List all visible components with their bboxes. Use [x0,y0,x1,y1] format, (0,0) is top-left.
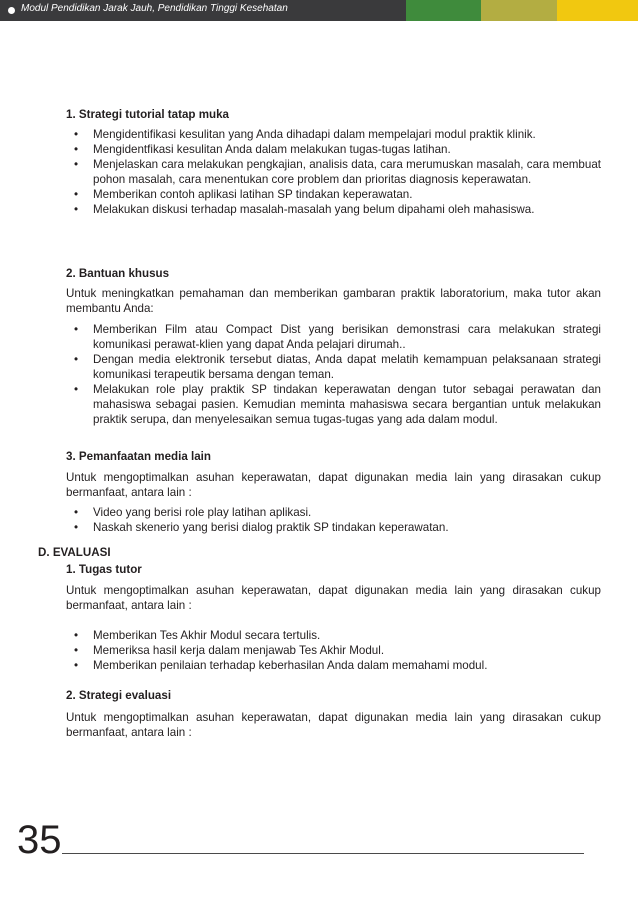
section-d-heading: D. EVALUASI [38,546,111,559]
bullet-icon: • [74,521,79,534]
bullet-icon: • [74,203,79,216]
page-number: 35 [17,818,62,862]
bullet-icon: • [74,158,79,171]
section-3-heading: 3. Pemanfaatan media lain [66,450,211,463]
section-1-list [66,127,601,217]
strategi-evaluasi-heading: 2. Strategi evaluasi [66,689,172,702]
header-yellow-band [557,0,638,21]
list-item: • Naskah skenerio yang berisi dialog praktik SP tindakan keperawatan. [74,521,449,534]
header-olive-band [481,0,557,21]
header-title: Modul Pendidikan Jarak Jauh, Pendidikan Tinggi Kesehatan [21,3,288,14]
list-item: • Mengidentifikasi kesulitan yang Anda dihadapi dalam mempelajari modul praktik klinik. [74,128,536,141]
list-item: • Memeriksa hasil kerja dalam menjawab Tes Akhir Modul. [74,644,385,657]
section-2-list [66,322,601,427]
bullet-icon: • [74,629,79,642]
list-item: • Melakukan role play praktik SP tindakan keperawatan dengan tutor sebagai perawatan dan mahasiswa sebagai pasien. Kemudian meminta mahasiswa secara bergantian untuk melakukan praktik serupa, dan menyelesaikan semua tugas-tugas yang ada dalam modul. [74,383,601,426]
bullet-icon: • [74,188,79,201]
list-item: • Menjelaskan cara melakukan pengkajian, analisis data, cara merumuskan masalah, cara membuat pohon masalah, cara menentukan core problem dan prioritas diagnosis keperawatan. [74,158,601,186]
bullet-icon: • [74,128,79,141]
header-green-band [406,0,481,21]
section-1-heading: 1. Strategi tutorial tatap muka [66,108,229,121]
list-item: • Dengan media elektronik tersebut diatas, Anda dapat melatih kemampuan pelaksanaan strategi komunikasi terapeutik bersama dengan teman. [74,353,601,381]
list-item: • Memberikan contoh aplikasi latihan SP tindakan keperawatan. [74,188,413,201]
list-item: • Memberikan Film atau Compact Dist yang berisikan demonstrasi cara melakukan strategi komunikasi perawat-klien yang dapat Anda pelajari dirumah.. [74,323,601,351]
bullet-icon: • [74,143,79,156]
bullet-icon: • [74,383,79,396]
bullet-icon: • [74,659,79,672]
list-item: • Mengidentfikasi kesulitan Anda dalam melakukan tugas-tugas latihan. [74,143,451,156]
tugas-tutor-list [66,628,601,673]
list-item: • Memberikan Tes Akhir Modul secara tertulis. [74,629,321,642]
footer-rule [62,853,584,854]
tugas-tutor-intro: Untuk mengoptimalkan asuhan keperawatan, dapat digunakan media lain yang dirasakan cukup bermanfaat, antara lain : [66,584,601,612]
header-bullet-icon [8,7,15,14]
section-2-heading: 2. Bantuan khusus [66,267,170,280]
bullet-icon: • [74,644,79,657]
tugas-tutor-heading: 1. Tugas tutor [66,563,142,576]
section-3-list [66,505,601,535]
section-3-intro: Untuk mengoptimalkan asuhan keperawatan, dapat digunakan media lain yang dirasakan cukup bermanfaat, antara lain : [66,471,601,499]
list-item: • Memberikan penilaian terhadap keberhasilan Anda dalam memahami modul. [74,659,488,672]
list-item: • Melakukan diskusi terhadap masalah-masalah yang belum dipahami oleh mahasiswa. [74,203,535,216]
page-header [0,0,638,21]
section-2-intro: Untuk meningkatkan pemahaman dan memberikan gambaran praktik laboratorium, maka tutor akan membantu Anda: [66,287,601,315]
bullet-icon: • [74,353,79,366]
strategi-evaluasi-intro: Untuk mengoptimalkan asuhan keperawatan, dapat digunakan media lain yang dirasakan cukup bermanfaat, antara lain : [66,711,601,739]
bullet-icon: • [74,506,79,519]
bullet-icon: • [74,323,79,336]
list-item: • Video yang berisi role play latihan aplikasi. [74,506,312,519]
